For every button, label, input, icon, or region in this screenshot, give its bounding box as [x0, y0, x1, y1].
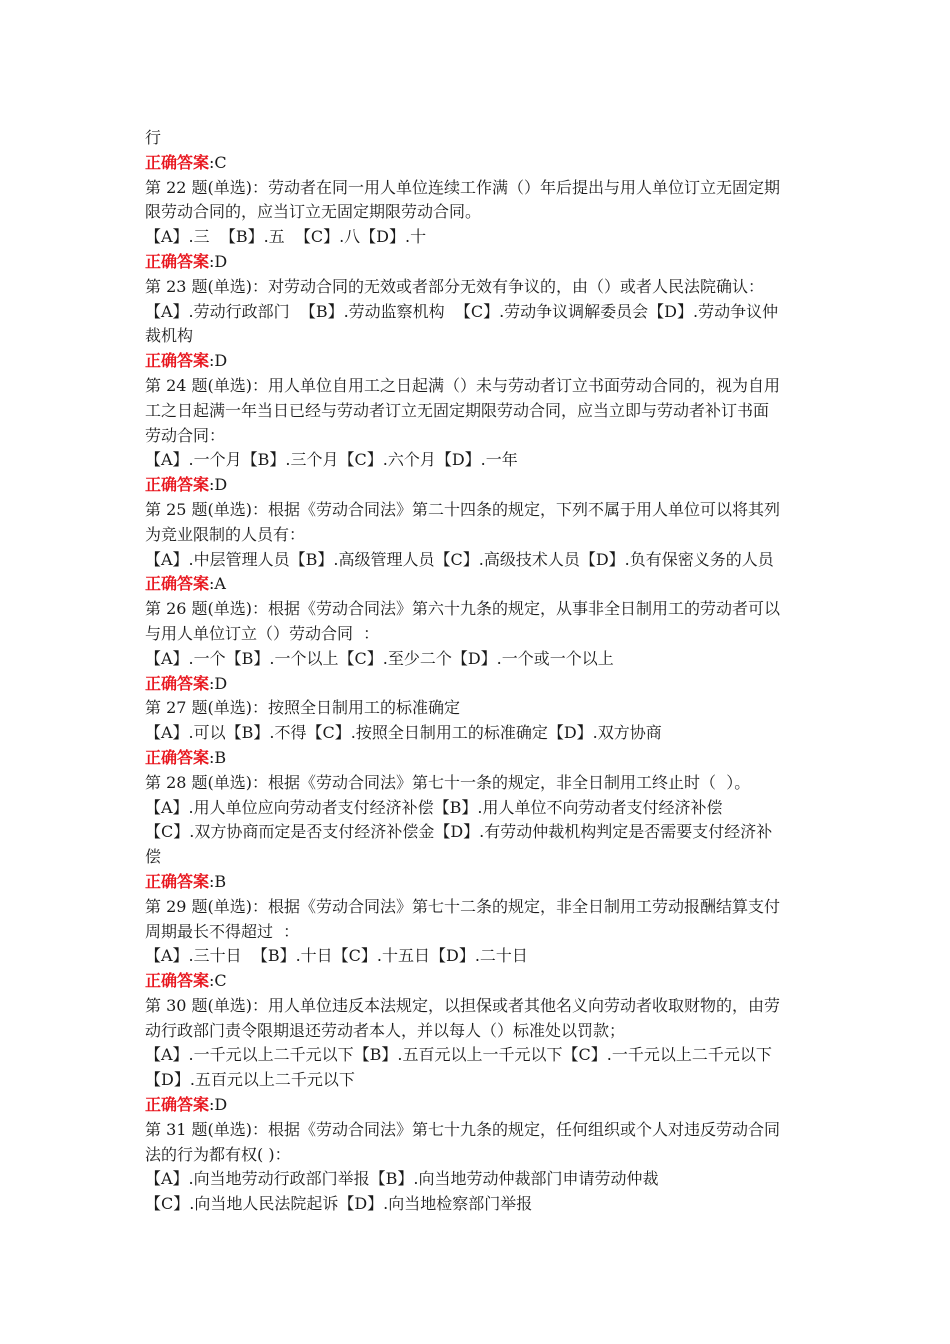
answer-value: :D [209, 351, 228, 371]
answer-value: :D [209, 475, 228, 495]
question-text: 第 24 题(单选)：用人单位自用工之日起满（）未与劳动者订立书面劳动合同的，视为自用 [145, 375, 781, 395]
question-block [145, 771, 810, 895]
question-options: 【C】.向当地人民法院起诉【D】.向当地检察部门举报 [145, 1194, 533, 1214]
answer-value: :D [209, 1095, 228, 1115]
answer-value: :C [209, 971, 227, 991]
question-text: 为竞业限制的人员有： [145, 524, 306, 544]
answer-label: 正确答案 [145, 1095, 210, 1115]
answer-label: 正确答案 [145, 475, 210, 495]
question-block [145, 374, 810, 498]
question-options: 【C】.双方协商而定是否支付经济补偿金【D】.有劳动仲裁机构判定是否需要支付经济补 [145, 822, 773, 842]
question-text: 第 29 题(单选)：根据《劳动合同法》第七十二条的规定，非全日制用工劳动报酬结算支付 [145, 896, 781, 916]
question-text: 第 22 题(单选)：劳动者在同一用人单位连续工作满（）年后提出与用人单位订立无固定期 [145, 177, 781, 197]
answer-value: :A [209, 574, 226, 594]
question-options: 【D】.五百元以上二千元以下 [145, 1070, 355, 1090]
answer-line [145, 969, 810, 994]
question-text: 第 31 题(单选)：根据《劳动合同法》第七十九条的规定，任何组织或个人对违反劳动合同 [145, 1119, 781, 1139]
answer-line [145, 349, 810, 374]
question-text: 第 23 题(单选)：对劳动合同的无效或者部分无效有争议的，由（）或者人民法院确认： [145, 276, 765, 296]
answer-value: :D [209, 251, 228, 271]
answer-line [145, 572, 810, 597]
question-options: 【A】.一个【B】.一个以上【C】.至少二个【D】.一个或一个以上 [145, 648, 614, 668]
document-page [145, 126, 810, 1217]
question-options: 【A】.劳动行政部门 【B】.劳动监察机构 【C】.劳动争议调解委员会【D】.劳动争议仲 [145, 301, 779, 321]
question-block [145, 1118, 810, 1217]
answer-line [145, 672, 810, 697]
answer-label: 正确答案 [145, 351, 210, 371]
answer-value: :B [209, 747, 227, 767]
answer-label: 正确答案 [145, 747, 210, 767]
question-text: 工之日起满一年当日已经与劳动者订立无固定期限劳动合同，应当立即与劳动者补订书面 [145, 400, 770, 420]
question-block [145, 275, 810, 374]
question-options: 偿 [145, 847, 162, 867]
question-options: 【A】.中层管理人员【B】.高级管理人员【C】.高级技术人员【D】.负有保密义务的人员 [145, 549, 774, 569]
answer-value: :C [209, 152, 227, 172]
question-options: 裁机构 [145, 326, 194, 346]
answer-line [145, 250, 810, 275]
answer-line [145, 746, 810, 771]
top-fragment: 行 [145, 128, 162, 147]
question-options: 【A】.向当地劳动行政部门举报【B】.向当地劳动仲裁部门申请劳动仲裁 [145, 1169, 659, 1189]
answer-label: 正确答案 [145, 251, 210, 271]
question-text: 第 25 题(单选)：根据《劳动合同法》第二十四条的规定，下列不属于用人单位可以将其列 [145, 499, 781, 519]
question-text: 法的行为都有权( )： [145, 1144, 291, 1164]
question-block [145, 895, 810, 994]
question-text: 第 30 题(单选)：用人单位违反本法规定，以担保或者其他名义向劳动者收取财物的，由劳 [145, 995, 781, 1015]
question-options: 【A】.一个月【B】.三个月【C】.六个月【D】.一年 [145, 450, 518, 470]
question-options: 【A】.三 【B】.五 【C】.八【D】.十 [145, 227, 427, 247]
answer-value: :B [209, 871, 227, 891]
answer-label: 正确答案 [145, 574, 210, 594]
question-text: 第 26 题(单选)：根据《劳动合同法》第六十九条的规定，从事非全日制用工的劳动者可以 [145, 599, 781, 619]
answer-label: 正确答案 [145, 673, 210, 693]
question-options: 【A】.一千元以上二千元以下【B】.五百元以上一千元以下【C】.一千元以上二千元以下 [145, 1045, 772, 1065]
answer-line [145, 1093, 810, 1118]
question-block [145, 696, 810, 770]
question-options: 【A】.可以【B】.不得【C】.按照全日制用工的标准确定【D】.双方协商 [145, 723, 662, 743]
answer-label: 正确答案 [145, 871, 210, 891]
question-list [145, 176, 810, 1217]
question-options: 【A】.用人单位应向劳动者支付经济补偿【B】.用人单位不向劳动者支付经济补偿 [145, 797, 723, 817]
question-text: 第 28 题(单选)：根据《劳动合同法》第七十一条的规定，非全日制用工终止时（ ）。 [145, 772, 751, 792]
question-block [145, 597, 810, 696]
question-text: 与用人单位订立（）劳动合同 ： [145, 623, 380, 643]
answer-label: 正确答案 [145, 971, 210, 991]
answer-line [145, 151, 810, 176]
answer-label: 正确答案 [145, 152, 210, 172]
question-text: 动行政部门责令限期退还劳动者本人，并以每人（）标准处以罚款； [145, 1020, 626, 1040]
question-options: 【A】.三十日 【B】.十日【C】.十五日【D】.二十日 [145, 946, 528, 966]
question-text: 第 27 题(单选)：按照全日制用工的标准确定 [145, 698, 461, 718]
question-text: 劳动合同： [145, 425, 226, 445]
question-block [145, 994, 810, 1118]
question-block [145, 176, 810, 275]
question-block [145, 498, 810, 597]
answer-line [145, 870, 810, 895]
question-text: 周期最长不得超过 ： [145, 921, 300, 941]
answer-value: :D [209, 673, 228, 693]
question-text: 限劳动合同的，应当订立无固定期限劳动合同。 [145, 202, 482, 222]
answer-line [145, 473, 810, 498]
